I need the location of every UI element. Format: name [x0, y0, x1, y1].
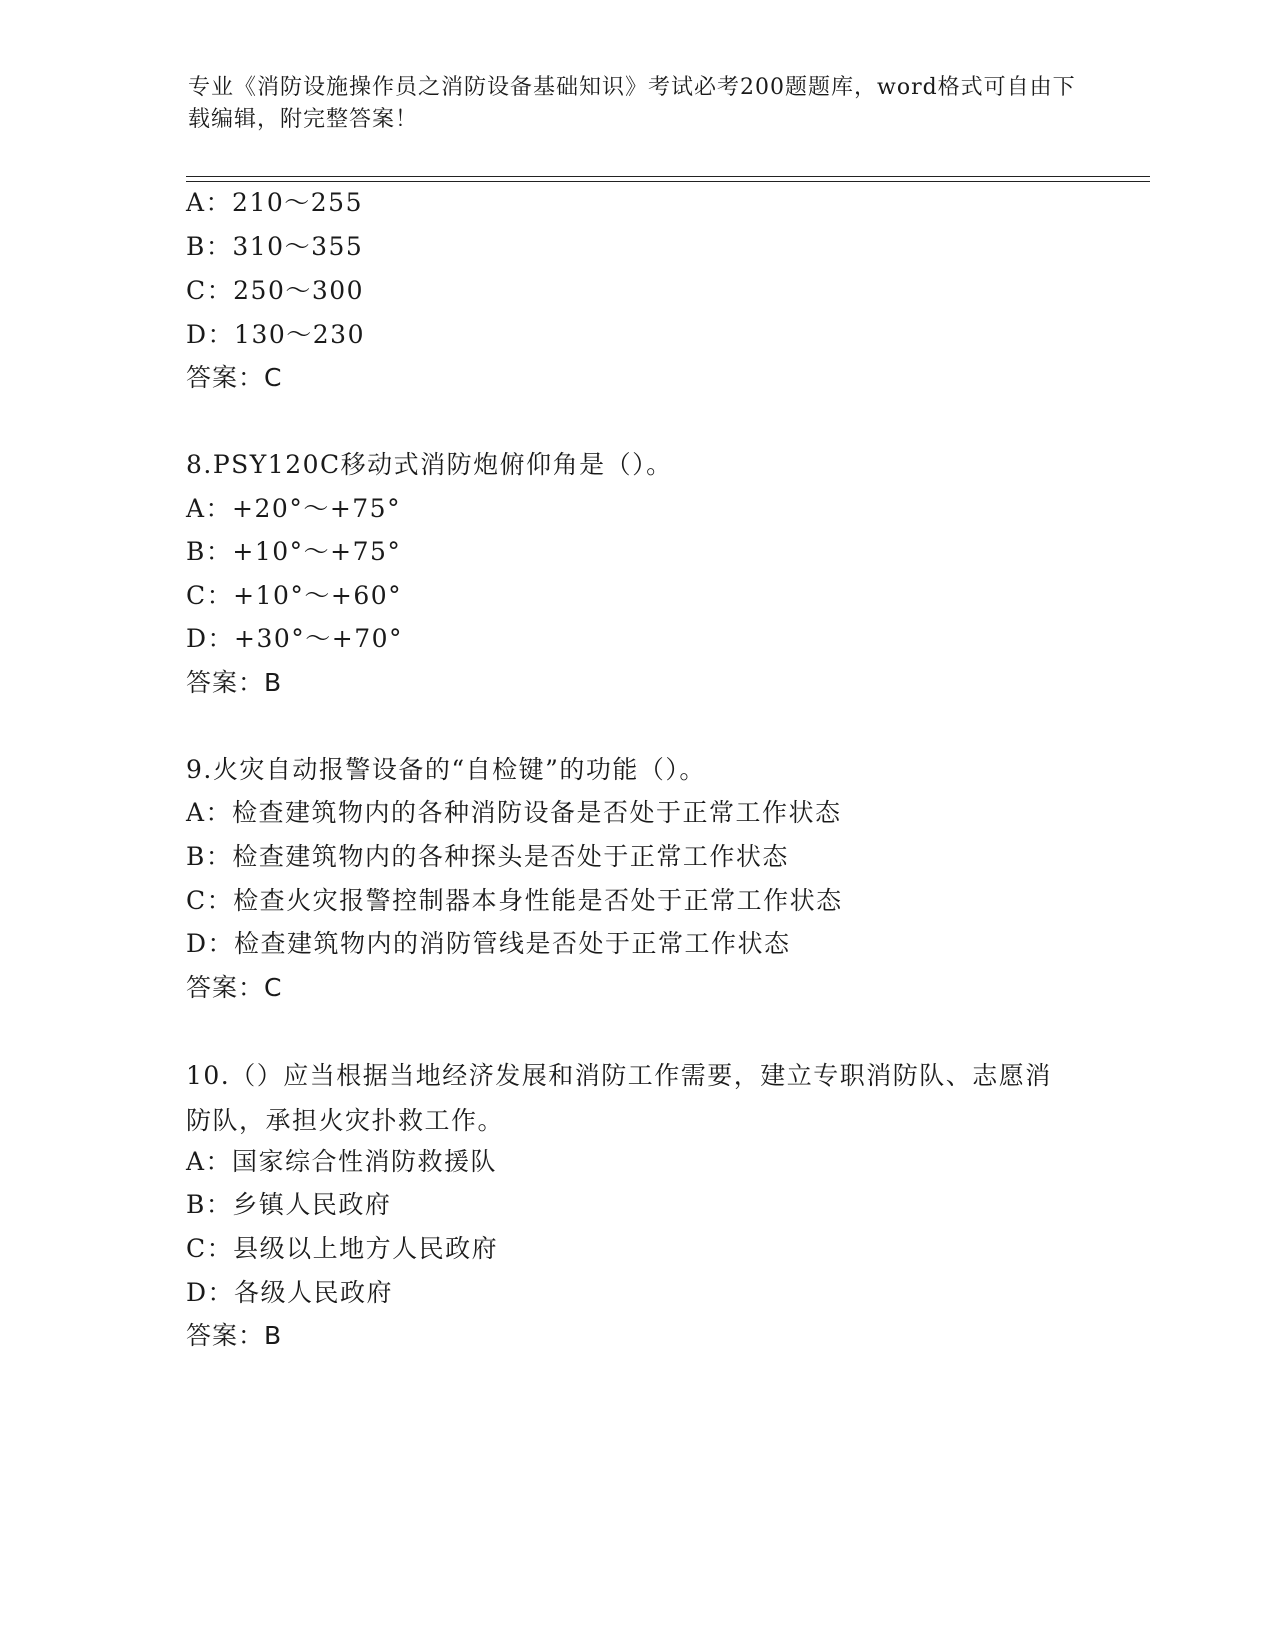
q8-question: 8.PSY120C移动式消防炮俯仰角是（）。 — [186, 450, 673, 479]
q9-option-b: B：检查建筑物内的各种探头是否处于正常工作状态 — [186, 842, 789, 871]
q9-option-c: C：检查火灾报警控制器本身性能是否处于正常工作状态 — [186, 886, 843, 915]
q9-option-a: A：检查建筑物内的各种消防设备是否处于正常工作状态 — [186, 798, 842, 827]
q10-option-a: A：国家综合性消防救援队 — [186, 1147, 498, 1176]
q9-option-d: D：检查建筑物内的消防管线是否处于正常工作状态 — [186, 929, 791, 958]
q7-answer: 答案：C — [186, 363, 283, 392]
q7-option-c: C：250～300 — [186, 276, 365, 305]
q8-option-b: B：+10°～+75° — [186, 537, 402, 566]
q9-question: 9.火灾自动报警设备的“自检键”的功能（）。 — [186, 755, 706, 784]
q7-option-b: B：310～355 — [186, 232, 364, 261]
q8-answer: 答案：B — [186, 668, 283, 697]
q10-option-b: B：乡镇人民政府 — [186, 1190, 392, 1219]
q7-option-d: D：130～230 — [186, 320, 365, 349]
header-divider-top — [186, 176, 1150, 177]
q10-option-d: D：各级人民政府 — [186, 1278, 394, 1307]
q8-option-a: A：+20°～+75° — [186, 494, 402, 523]
document-header: 专业《消防设施操作员之消防设备基础知识》考试必考200题题库，word格式可自由下载编辑，附完整答案！ — [188, 75, 1076, 132]
header-divider-bottom — [186, 181, 1150, 182]
q8-option-c: C：+10°～+60° — [186, 581, 403, 610]
q8-option-d: D：+30°～+70° — [186, 624, 404, 653]
q10-option-c: C：县级以上地方人民政府 — [186, 1234, 499, 1263]
q10-answer: 答案：B — [186, 1321, 283, 1350]
q10-question: 10.（）应当根据当地经济发展和消防工作需要，建立专职消防队、志愿消防队，承担火灾扑救工作。 — [186, 1061, 1052, 1135]
q9-answer: 答案：C — [186, 973, 283, 1002]
q7-option-a: A：210～255 — [186, 188, 363, 217]
